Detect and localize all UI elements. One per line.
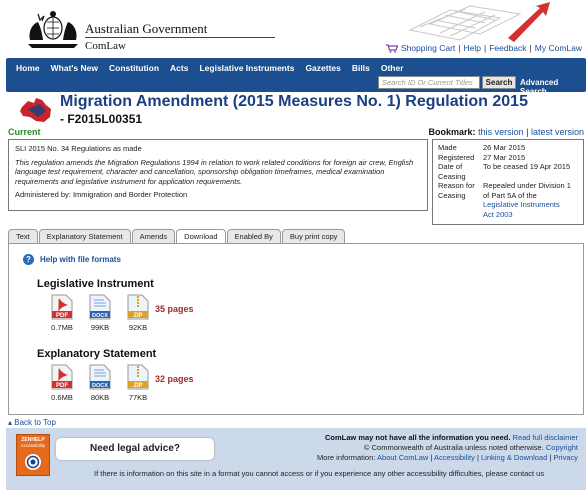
site-name: ComLaw bbox=[85, 40, 126, 52]
legislative-instruments-act-link[interactable]: Legislative Instruments bbox=[483, 200, 560, 209]
header-rule bbox=[85, 37, 275, 38]
date-row-reason: Reason for Repealed under Division 1 bbox=[438, 181, 571, 190]
file-size: 0.6MB bbox=[51, 393, 73, 402]
accessibility-link[interactable]: Accessibility bbox=[434, 453, 475, 462]
file-pdf[interactable] bbox=[47, 294, 77, 332]
disclaimer-notice: ComLaw may not have all the information you need. bbox=[325, 433, 511, 442]
section-title-explanatory-statement: Explanatory Statement bbox=[37, 348, 157, 360]
file-size: 0.7MB bbox=[51, 323, 73, 332]
government-title: Australian Government bbox=[85, 21, 208, 36]
triangle-up-icon: ▴ bbox=[8, 418, 13, 427]
help-file-formats[interactable] bbox=[23, 254, 121, 265]
section-title-legislative-instrument: Legislative Instrument bbox=[37, 278, 154, 290]
header-links bbox=[386, 43, 582, 53]
dates-box bbox=[432, 139, 584, 225]
privacy-link[interactable]: Privacy bbox=[553, 453, 578, 462]
tab-text[interactable]: Text bbox=[8, 229, 38, 243]
search-input[interactable]: Search ID Or Current Titles bbox=[378, 76, 480, 89]
administered-by: Administered by: Immigration and Border Protection bbox=[15, 190, 188, 199]
help-icon: ? bbox=[23, 254, 34, 265]
tab-enabled-by[interactable]: Enabled By bbox=[227, 229, 281, 243]
nav-items bbox=[16, 63, 404, 73]
tab-download[interactable]: Download bbox=[176, 229, 225, 244]
file-size: 80KB bbox=[90, 393, 110, 402]
document-id: - F2015L00351 bbox=[60, 112, 143, 126]
zip-icon bbox=[127, 364, 149, 390]
site-header bbox=[0, 0, 588, 60]
linking-download-link[interactable]: Linking & Download bbox=[480, 453, 548, 462]
file-list-legislative-instrument bbox=[47, 294, 153, 332]
bookmark-latest-version-link[interactable]: latest version bbox=[530, 127, 584, 137]
help-file-formats-link[interactable]: Help with file formats bbox=[40, 255, 121, 264]
nav-legislative-instruments[interactable]: Legislative Instruments bbox=[199, 63, 295, 73]
date-row-reason-3 bbox=[438, 200, 578, 210]
bookmark-links bbox=[429, 127, 584, 137]
file-size: 99KB bbox=[90, 323, 110, 332]
shopping-cart-link[interactable]: Shopping Cart bbox=[400, 43, 456, 53]
docx-icon bbox=[89, 364, 111, 390]
svg-text:DOCX: DOCX bbox=[92, 313, 108, 319]
date-row-reason-2: Ceasing of Part 5A of the bbox=[438, 190, 537, 200]
nav-constitution[interactable]: Constitution bbox=[109, 63, 160, 73]
search-button[interactable]: Search bbox=[482, 76, 516, 89]
coat-of-arms-icon bbox=[24, 10, 82, 52]
download-panel bbox=[8, 243, 584, 415]
file-size: 77KB bbox=[128, 393, 148, 402]
tab-amends[interactable]: Amends bbox=[132, 229, 176, 243]
accessibility-icon bbox=[23, 452, 43, 472]
sli-reference: SLI 2015 No. 34 Regulations as made bbox=[15, 144, 142, 153]
separator: | bbox=[458, 43, 461, 53]
file-size: 92KB bbox=[128, 323, 148, 332]
page-title: Migration Amendment (2015 Measures No. 1) Regulation 2015 bbox=[60, 93, 528, 110]
comlaw-map-logo-icon bbox=[18, 95, 54, 125]
nav-whats-new[interactable]: What's New bbox=[50, 63, 98, 73]
file-zip[interactable] bbox=[123, 294, 153, 332]
accessibility-contact-note: If there is information on this site in a format you cannot access or if you experience any other accessibility difficulties, please contact us bbox=[94, 469, 545, 478]
svg-text:ZIP: ZIP bbox=[133, 383, 143, 389]
nav-other[interactable]: Other bbox=[380, 63, 404, 73]
main-navigation bbox=[6, 58, 586, 96]
document-description: This regulation amends the Migration Regulations 1994 in relation to work related conditions for foreign air crew, English language test requirement, character and cancellation, sponsorship obligation timeframes, medical examination requirements and legislative instrument for application requirements. bbox=[15, 157, 414, 186]
file-list-explanatory-statement bbox=[47, 364, 153, 402]
nav-bills[interactable]: Bills bbox=[351, 63, 370, 73]
bookmark-label: Bookmark: bbox=[428, 127, 476, 137]
about-comlaw-link[interactable]: About ComLaw bbox=[377, 453, 429, 462]
back-to-top-link[interactable]: ▴ Back to Top bbox=[8, 418, 56, 427]
pdf-icon bbox=[51, 364, 73, 390]
document-tabs bbox=[8, 229, 346, 243]
svg-text:ZIP: ZIP bbox=[133, 313, 143, 319]
bookmark-this-version-link[interactable]: this version bbox=[478, 127, 524, 137]
svg-text:PDF: PDF bbox=[56, 383, 68, 389]
date-row-ceasing: Date of To be ceased 19 Apr 2015 bbox=[438, 162, 571, 171]
tab-buy-print-copy[interactable]: Buy print copy bbox=[282, 229, 346, 243]
separator: | bbox=[529, 43, 532, 53]
page-count: 35 pages bbox=[155, 304, 194, 314]
nav-gazettes[interactable]: Gazettes bbox=[305, 63, 341, 73]
advanced-search-link[interactable]: Advanced Search bbox=[520, 78, 559, 96]
site-footer bbox=[6, 428, 586, 490]
page-count: 32 pages bbox=[155, 374, 194, 384]
file-pdf[interactable] bbox=[47, 364, 77, 402]
svg-text:DOCX: DOCX bbox=[92, 383, 108, 389]
feedback-link[interactable]: Feedback bbox=[489, 43, 527, 53]
footer-notices: ComLaw may not have all the information you need. Read full disclaimer © Commonwealth of Australia unless noted otherwise. Copyright More information: About ComLaw | Accessibility | Linking & Download | Privacy bbox=[317, 433, 578, 462]
status-badge: Current bbox=[8, 127, 41, 137]
need-legal-advice-button[interactable]: Need legal advice? bbox=[56, 438, 214, 460]
docx-icon bbox=[89, 294, 111, 320]
nav-home[interactable]: Home bbox=[16, 63, 40, 73]
zenhelp-badge[interactable]: ZENHELP Accessibility bbox=[16, 434, 50, 476]
date-row-ceasing-cont: Ceasing bbox=[438, 171, 466, 181]
shopping-cart-icon bbox=[386, 44, 398, 53]
nav-acts[interactable]: Acts bbox=[170, 63, 189, 73]
separator: | bbox=[526, 127, 529, 137]
zip-icon bbox=[127, 294, 149, 320]
more-info-label: More information: bbox=[317, 453, 376, 462]
file-zip[interactable] bbox=[123, 364, 153, 402]
date-row-made: Made 26 Mar 2015 bbox=[438, 143, 526, 152]
document-summary-box bbox=[8, 139, 428, 211]
copyright-notice: © Commonwealth of Australia unless noted otherwise. bbox=[364, 443, 544, 452]
header-decoration-graphic bbox=[390, 0, 588, 45]
file-docx[interactable] bbox=[85, 294, 115, 332]
my-comlaw-link[interactable]: My ComLaw bbox=[534, 43, 582, 53]
legislative-instruments-act-link-cont[interactable]: Act 2003 bbox=[483, 209, 513, 219]
separator: | bbox=[483, 43, 487, 53]
tab-explanatory-statement[interactable]: Explanatory Statement bbox=[39, 229, 131, 243]
read-full-disclaimer-link[interactable]: Read full disclaimer bbox=[512, 433, 578, 442]
svg-text:PDF: PDF bbox=[56, 313, 68, 319]
date-row-registered: Registered 27 Mar 2015 bbox=[438, 152, 526, 162]
date-row-reason-4 bbox=[438, 210, 578, 220]
help-link[interactable]: Help bbox=[463, 43, 481, 53]
file-docx[interactable] bbox=[85, 364, 115, 402]
copyright-link[interactable]: Copyright bbox=[545, 443, 578, 452]
pdf-icon bbox=[51, 294, 73, 320]
